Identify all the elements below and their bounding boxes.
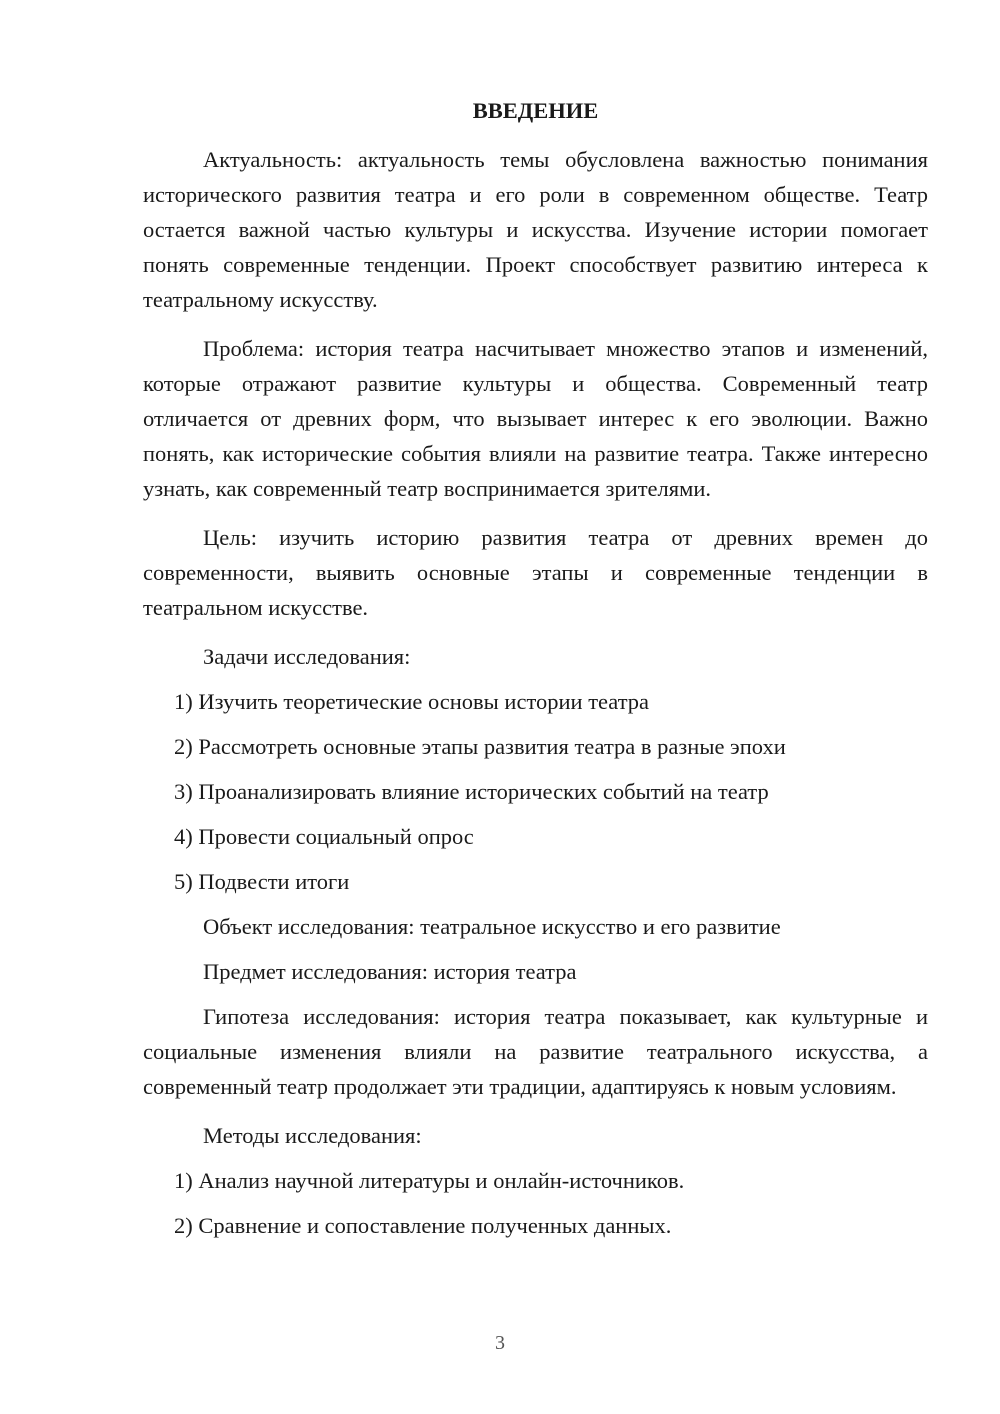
- page-title: ВВЕДЕНИЕ: [472, 98, 599, 123]
- task-item: 2) Рассмотреть основные этапы развития театра в разные эпохи: [174, 734, 786, 759]
- task-item: 4) Провести социальный опрос: [174, 824, 474, 849]
- methods-heading: Методы исследования:: [203, 1123, 422, 1148]
- task-item: 1) Изучить теоретические основы истории театра: [174, 689, 650, 714]
- goal-paragraph: Цель: изучить историю развития театра от древних времен до современности, выявить основные этапы и современные тенденции в театральном искусстве.: [143, 525, 928, 620]
- hypothesis-paragraph: Гипотеза исследования: история театра показывает, как культурные и социальные изменения влияли на развитие театрального искусства, а современный театр продолжает эти традиции, адаптируясь к новым условиям.: [143, 1004, 928, 1099]
- problem-paragraph: Проблема: история театра насчитывает множество этапов и изменений, которые отражают развитие культуры и общества. Современный театр отличается от древних форм, что вызывает интерес к его эволюции. Важно понять, как исторические события влияли на развитие театра. Также интересно узнать, как современный театр воспринимается зрителями.: [143, 336, 928, 501]
- method-item: 2) Сравнение и сопоставление полученных данных.: [174, 1213, 672, 1238]
- research-subject: Предмет исследования: история театра: [203, 959, 577, 984]
- task-item: 5) Подвести итоги: [174, 869, 350, 894]
- research-object: Объект исследования: театральное искусство и его развитие: [203, 914, 781, 939]
- relevance-paragraph: Актуальность: актуальность темы обусловлена важностью понимания исторического развития театра и его роли в современном обществе. Театр остается важной частью культуры и искусства. Изучение истории помогает понять современные тенденции. Проект способствует развитию интереса к театральному искусству.: [143, 147, 928, 312]
- method-item: 1) Анализ научной литературы и онлайн-источников.: [174, 1168, 685, 1193]
- document-page: [143, 96, 928, 1253]
- tasks-heading: Задачи исследования:: [203, 644, 411, 669]
- task-item: 3) Проанализировать влияние исторических событий на театр: [174, 779, 769, 804]
- page-number: 3: [495, 1332, 505, 1354]
